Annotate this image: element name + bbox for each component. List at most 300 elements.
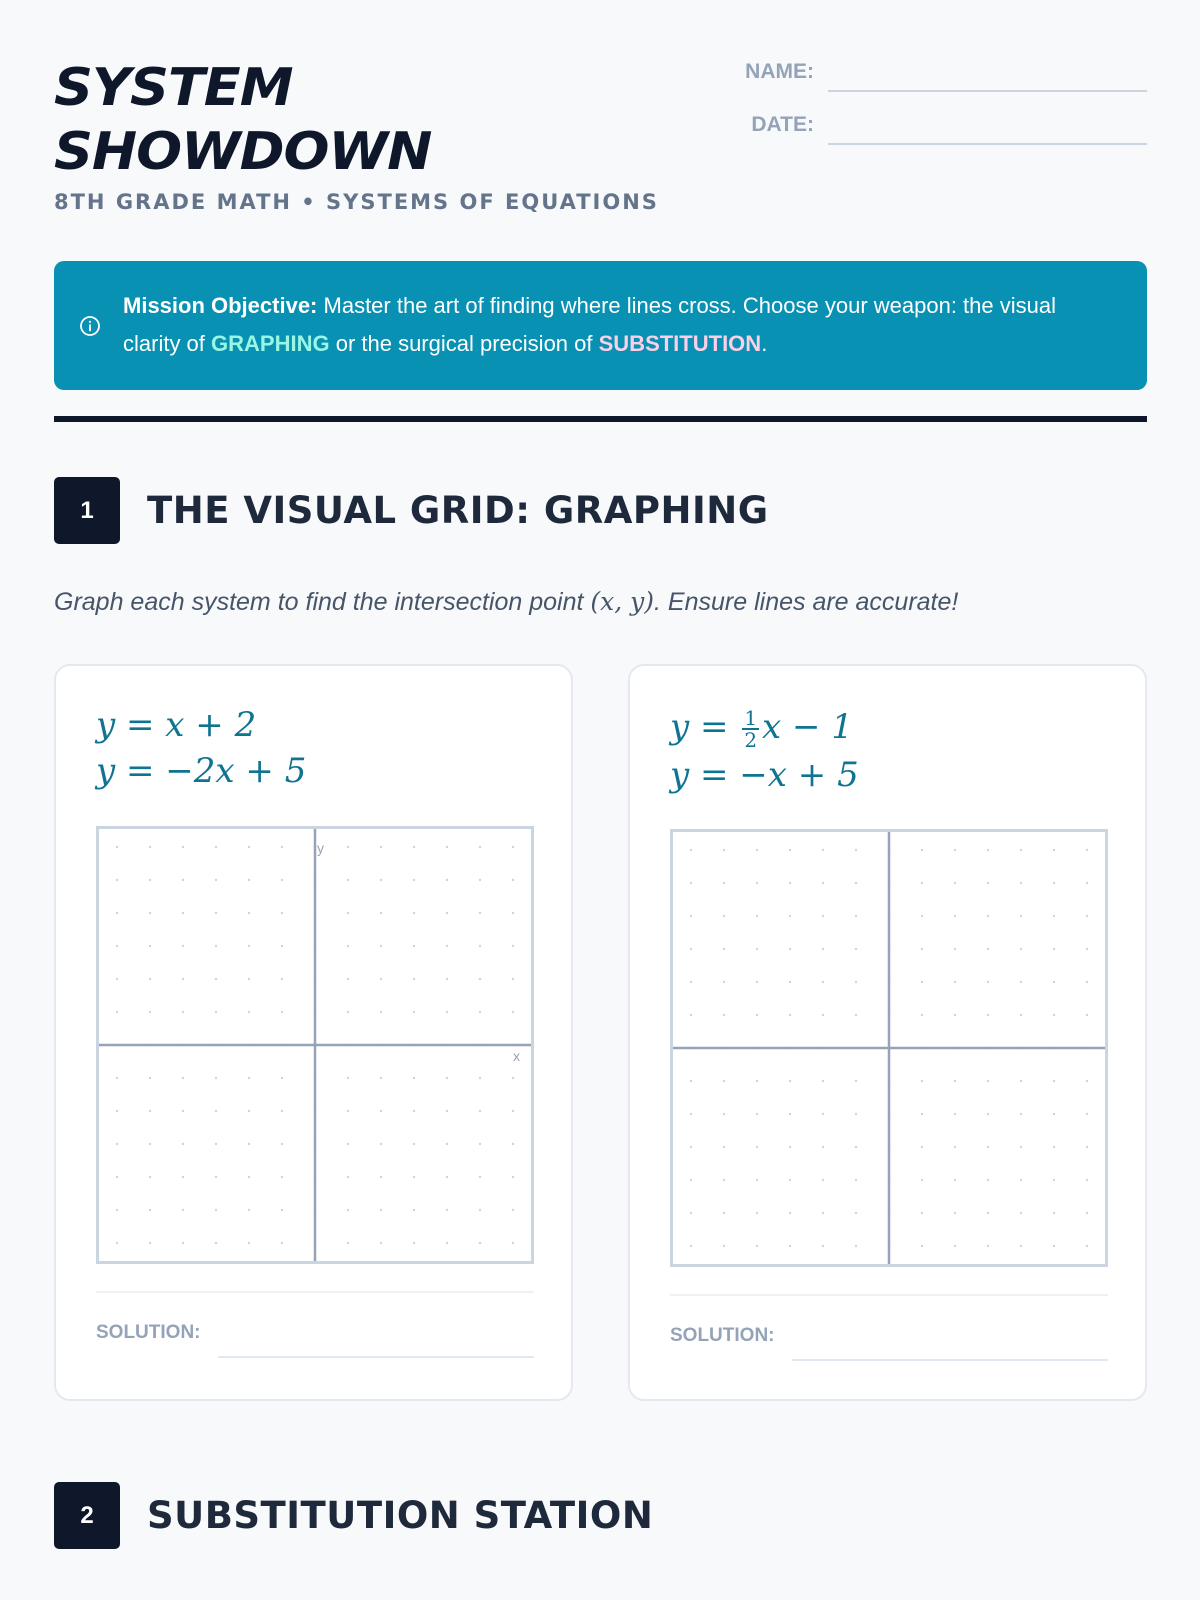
- section-number-badge: 2: [54, 1482, 120, 1549]
- instructions-text-b: . Ensure lines are accurate!: [654, 588, 959, 616]
- grid-dot: [822, 1146, 824, 1148]
- grid-dot: [347, 978, 349, 980]
- grid-dot: [512, 1077, 514, 1079]
- grid-dot: [690, 915, 692, 917]
- grid-dot: [921, 981, 923, 983]
- grid-dot: [954, 981, 956, 983]
- grid-dot: [789, 1212, 791, 1214]
- grid-dot: [954, 1212, 956, 1214]
- grid-dot: [116, 1011, 118, 1013]
- grid-dot: [1020, 1245, 1022, 1247]
- grid-dot: [789, 1113, 791, 1115]
- grid-dot: [248, 945, 250, 947]
- grid-dot: [380, 846, 382, 848]
- grid-dot: [380, 912, 382, 914]
- grid-dot: [954, 882, 956, 884]
- grid-dot: [822, 1179, 824, 1181]
- name-row: [714, 56, 1147, 109]
- grid-dot: [756, 1113, 758, 1115]
- grid-dot: [789, 882, 791, 884]
- student-info: [714, 56, 1147, 162]
- grid-dot: [347, 846, 349, 848]
- grid-dot: [116, 1176, 118, 1178]
- grid-dot: [182, 1242, 184, 1244]
- grid-dot: [149, 945, 151, 947]
- grid-dot: [281, 1077, 283, 1079]
- grid-dot: [855, 1014, 857, 1016]
- grid-dot: [1020, 948, 1022, 950]
- grid-dot: [723, 1146, 725, 1148]
- subtitle: 8TH GRADE MATH • SYSTEMS OF EQUATIONS: [54, 190, 659, 214]
- grid-dot: [347, 1077, 349, 1079]
- grid-dot: [182, 912, 184, 914]
- grid-dot: [380, 1176, 382, 1178]
- grid-dot: [347, 1143, 349, 1145]
- grid-dot: [116, 1242, 118, 1244]
- grid-dot: [987, 948, 989, 950]
- grid-dot: [281, 1110, 283, 1112]
- grid-dot: [215, 846, 217, 848]
- grid-dot: [921, 882, 923, 884]
- grid-dot: [479, 1077, 481, 1079]
- grid-dot: [281, 1209, 283, 1211]
- grid-dot: [954, 948, 956, 950]
- grid-dot: [987, 882, 989, 884]
- grid-dot: [479, 1176, 481, 1178]
- grid-dot: [789, 1014, 791, 1016]
- grid-dot: [182, 1011, 184, 1013]
- grid-dot: [954, 1245, 956, 1247]
- grid-dot: [1020, 1080, 1022, 1082]
- graphing-instructions: [54, 587, 958, 617]
- grid-dot: [954, 1113, 956, 1115]
- solution-field[interactable]: [218, 1356, 534, 1358]
- instructions-text-a: Graph each system to find the intersection point: [54, 588, 591, 616]
- grid-dot: [987, 1014, 989, 1016]
- grid-dot: [756, 1245, 758, 1247]
- grid-dot: [413, 846, 415, 848]
- grid-dot: [446, 879, 448, 881]
- grid-dot: [987, 1113, 989, 1115]
- instructions-math: (x, y): [590, 587, 655, 616]
- grid-dot: [116, 1143, 118, 1145]
- worksheet-page: [54, 0, 1147, 1600]
- grid-dot: [690, 1146, 692, 1148]
- grid-dot: [723, 1014, 725, 1016]
- grid-dot: [954, 849, 956, 851]
- grid-dot: [789, 1146, 791, 1148]
- grid-dot: [987, 1146, 989, 1148]
- grid-dot: [1053, 915, 1055, 917]
- grid-dot: [446, 1242, 448, 1244]
- grid-dot: [855, 1179, 857, 1181]
- grid-dot: [1053, 1014, 1055, 1016]
- equation-2: y = −2x + 5: [96, 751, 307, 791]
- grid-dot: [855, 1146, 857, 1148]
- grid-dot: [822, 948, 824, 950]
- grid-dot: [512, 1110, 514, 1112]
- grid-dot: [479, 879, 481, 881]
- grid-dot: [954, 1014, 956, 1016]
- grid-dot: [756, 915, 758, 917]
- grid-dot: [756, 1080, 758, 1082]
- grid-dot: [954, 1146, 956, 1148]
- grid-dot: [1020, 1113, 1022, 1115]
- grid-dot: [116, 1077, 118, 1079]
- grid-dot: [756, 948, 758, 950]
- grid-dot: [690, 1212, 692, 1214]
- grid-dot: [921, 1179, 923, 1181]
- grid-dot: [413, 1110, 415, 1112]
- grid-dot: [182, 879, 184, 881]
- grid-dot: [1086, 981, 1088, 983]
- grid-dot: [215, 1143, 217, 1145]
- grid-dot: [182, 1110, 184, 1112]
- grid-dot: [1020, 1146, 1022, 1148]
- grid-dot: [479, 1242, 481, 1244]
- grid-dot: [987, 1179, 989, 1181]
- grid-dot: [182, 846, 184, 848]
- grid-dot: [822, 1080, 824, 1082]
- grid-dot: [380, 1242, 382, 1244]
- section-2-header: [54, 1482, 653, 1549]
- equation-2: y = −x + 5: [670, 755, 859, 795]
- grid-dot: [215, 1209, 217, 1211]
- grid-dot: [182, 1209, 184, 1211]
- grid-dot: [1053, 1245, 1055, 1247]
- grid-dot: [1086, 948, 1088, 950]
- grid-dot: [756, 849, 758, 851]
- grid-dot: [921, 1146, 923, 1148]
- grid-dot: [1020, 882, 1022, 884]
- grid-dot: [789, 915, 791, 917]
- grid-dot: [822, 1245, 824, 1247]
- grid-dot: [281, 945, 283, 947]
- grid-dot: [215, 1242, 217, 1244]
- section-title: SUBSTITUTION STATION: [147, 1494, 654, 1537]
- grid-dot: [855, 1080, 857, 1082]
- grid-dot: [413, 1077, 415, 1079]
- grid-dot: [149, 978, 151, 980]
- grid-dot: [248, 846, 250, 848]
- grid-dot: [1086, 1113, 1088, 1115]
- grid-dot: [921, 1113, 923, 1115]
- grid-dot: [1053, 948, 1055, 950]
- grid-dot: [855, 1212, 857, 1214]
- grid-dot: [789, 849, 791, 851]
- solution-separator: [670, 1294, 1108, 1296]
- grid-dot: [987, 981, 989, 983]
- grid-dot: [987, 1245, 989, 1247]
- coordinate-grid[interactable]: [96, 826, 534, 1264]
- grid-dot: [512, 1011, 514, 1013]
- grid-dot: [855, 915, 857, 917]
- grid-dot: [116, 846, 118, 848]
- grid-dot: [855, 948, 857, 950]
- solution-label: SOLUTION:: [96, 1322, 201, 1343]
- grid-dot: [1020, 981, 1022, 983]
- grid-dot: [215, 978, 217, 980]
- grid-dot: [380, 945, 382, 947]
- grid-dot: [215, 1077, 217, 1079]
- graph-problem-card: [628, 664, 1147, 1401]
- grid-dot: [690, 849, 692, 851]
- grid-dot: [855, 1245, 857, 1247]
- grid-dot: [723, 1245, 725, 1247]
- grid-dot: [149, 1242, 151, 1244]
- graph-problem-card: [54, 664, 573, 1401]
- grid-dot: [789, 1080, 791, 1082]
- grid-dot: [756, 882, 758, 884]
- grid-dot: [1086, 1014, 1088, 1016]
- grid-dot: [1053, 1146, 1055, 1148]
- grid-dot: [987, 849, 989, 851]
- objective-text-c: .: [761, 331, 768, 356]
- grid-dot: [756, 1014, 758, 1016]
- grid-dot: [281, 1011, 283, 1013]
- grid-dot: [1053, 981, 1055, 983]
- info-icon: [79, 315, 101, 337]
- grid-dot: [380, 1110, 382, 1112]
- grid-dot: [690, 1014, 692, 1016]
- grid-dot: [921, 849, 923, 851]
- grid-dot: [1086, 915, 1088, 917]
- fraction: [742, 708, 759, 750]
- grid-dot: [380, 879, 382, 881]
- grid-dot: [281, 978, 283, 980]
- grid-dot: [512, 846, 514, 848]
- grid-dot: [413, 1176, 415, 1178]
- grid-dot: [987, 1080, 989, 1082]
- grid-dot: [248, 1110, 250, 1112]
- grid-dot: [413, 879, 415, 881]
- title-line-2: SHOWDOWN: [54, 122, 432, 182]
- date-field[interactable]: [828, 143, 1147, 145]
- grid-dot: [789, 981, 791, 983]
- objective-label: Mission Objective:: [123, 293, 318, 318]
- grid-dot: [1086, 1212, 1088, 1214]
- grid-dot: [855, 849, 857, 851]
- grid-dot: [1086, 882, 1088, 884]
- grid-dot: [512, 1209, 514, 1211]
- grid-dot: [347, 945, 349, 947]
- grid-dot: [281, 846, 283, 848]
- grid-dot: [855, 882, 857, 884]
- grid-dot: [954, 915, 956, 917]
- grid-dot: [921, 948, 923, 950]
- solution-label: SOLUTION:: [670, 1325, 775, 1346]
- grid-dot: [921, 1245, 923, 1247]
- grid-dot: [723, 915, 725, 917]
- grid-dot: [822, 1014, 824, 1016]
- grid-dot: [281, 879, 283, 881]
- grid-dot: [822, 849, 824, 851]
- grid-dot: [215, 912, 217, 914]
- grid-dot: [446, 1209, 448, 1211]
- grid-dot: [512, 879, 514, 881]
- grid-dot: [921, 1212, 923, 1214]
- equation-1: [670, 704, 853, 750]
- grid-dot: [479, 1209, 481, 1211]
- grid-dot: [281, 1143, 283, 1145]
- grid-dot: [690, 981, 692, 983]
- grid-dot: [116, 879, 118, 881]
- grid-dot: [446, 1110, 448, 1112]
- mission-objective-banner: [54, 261, 1147, 390]
- grid-dot: [756, 1146, 758, 1148]
- grid-dot: [723, 882, 725, 884]
- grid-dot: [723, 849, 725, 851]
- grid-dot: [149, 1176, 151, 1178]
- grid-dot: [413, 1209, 415, 1211]
- grid-dot: [512, 978, 514, 980]
- section-number-badge: 1: [54, 477, 120, 544]
- grid-dot: [116, 1110, 118, 1112]
- grid-dot: [248, 1011, 250, 1013]
- grid-dot: [116, 1209, 118, 1211]
- grid-dot: [281, 912, 283, 914]
- grid-dot: [116, 945, 118, 947]
- grid-svg[interactable]: [673, 832, 1105, 1264]
- grid-dot: [347, 1110, 349, 1112]
- grid-dot: [347, 912, 349, 914]
- y-axis-label: y: [317, 840, 324, 856]
- grid-dot: [1053, 1179, 1055, 1181]
- grid-dot: [248, 978, 250, 980]
- grid-dot: [723, 1080, 725, 1082]
- fraction-numerator: 1: [744, 706, 758, 730]
- grid-dot: [215, 1110, 217, 1112]
- grid-dot: [182, 945, 184, 947]
- grid-dot: [512, 1143, 514, 1145]
- grid-dot: [215, 879, 217, 881]
- grid-dot: [446, 1077, 448, 1079]
- grid-dot: [921, 1014, 923, 1016]
- grid-dot: [690, 1080, 692, 1082]
- title-line-1: SYSTEM: [54, 58, 293, 118]
- grid-dot: [479, 1143, 481, 1145]
- section-title: THE VISUAL GRID: GRAPHING: [147, 489, 769, 532]
- grid-dot: [723, 1113, 725, 1115]
- grid-dot: [512, 945, 514, 947]
- grid-dot: [149, 1209, 151, 1211]
- grid-dot: [149, 1143, 151, 1145]
- solution-field[interactable]: [792, 1359, 1108, 1361]
- grid-dot: [248, 1143, 250, 1145]
- grid-dot: [215, 1011, 217, 1013]
- grid-dot: [756, 1179, 758, 1181]
- grid-dot: [1053, 849, 1055, 851]
- name-label: NAME:: [745, 60, 814, 83]
- grid-dot: [987, 915, 989, 917]
- grid-dot: [149, 846, 151, 848]
- grid-dot: [446, 945, 448, 947]
- grid-dot: [215, 1176, 217, 1178]
- grid-dot: [446, 978, 448, 980]
- grid-dot: [248, 1209, 250, 1211]
- grid-dot: [413, 1011, 415, 1013]
- fraction-denominator: 2: [744, 728, 758, 752]
- grid-dot: [347, 879, 349, 881]
- equation-1: y = x + 2: [96, 705, 257, 745]
- grid-dot: [690, 882, 692, 884]
- graphing-highlight: GRAPHING: [211, 331, 330, 356]
- grid-dot: [380, 1077, 382, 1079]
- grid-dot: [723, 981, 725, 983]
- grid-dot: [987, 1212, 989, 1214]
- grid-dot: [1086, 1080, 1088, 1082]
- grid-dot: [789, 1179, 791, 1181]
- objective-text-a: Master the art of finding where lines cross. Choose your weapon: the visual clarity of: [123, 293, 1056, 356]
- grid-dot: [116, 978, 118, 980]
- grid-dot: [822, 915, 824, 917]
- grid-dot: [380, 978, 382, 980]
- grid-dot: [690, 1245, 692, 1247]
- grid-dot: [690, 1113, 692, 1115]
- grid-dot: [855, 1113, 857, 1115]
- grid-dot: [413, 1242, 415, 1244]
- solution-separator: [96, 1291, 534, 1293]
- grid-dot: [149, 1110, 151, 1112]
- grid-dot: [789, 1245, 791, 1247]
- grid-dot: [1053, 1080, 1055, 1082]
- grid-svg[interactable]: [99, 829, 531, 1261]
- grid-dot: [479, 1110, 481, 1112]
- grid-dot: [1053, 1113, 1055, 1115]
- grid-dot: [347, 1011, 349, 1013]
- grid-dot: [1053, 1212, 1055, 1214]
- grid-dot: [182, 1143, 184, 1145]
- name-field[interactable]: [828, 90, 1147, 92]
- grid-dot: [215, 945, 217, 947]
- grid-dot: [446, 1143, 448, 1145]
- grid-dot: [413, 1143, 415, 1145]
- grid-dot: [248, 1242, 250, 1244]
- grid-dot: [446, 846, 448, 848]
- grid-dot: [446, 1176, 448, 1178]
- grid-dot: [149, 1011, 151, 1013]
- grid-dot: [822, 1113, 824, 1115]
- grid-dot: [479, 846, 481, 848]
- grid-dot: [723, 948, 725, 950]
- grid-dot: [822, 981, 824, 983]
- grid-dot: [512, 1242, 514, 1244]
- grid-dot: [921, 1080, 923, 1082]
- grid-dot: [479, 1011, 481, 1013]
- grid-dot: [479, 912, 481, 914]
- substitution-highlight: SUBSTITUTION: [598, 331, 762, 356]
- grid-dot: [855, 981, 857, 983]
- grid-dot: [1020, 915, 1022, 917]
- grid-dot: [380, 1011, 382, 1013]
- eq1-suffix: x − 1: [762, 707, 853, 747]
- grid-dot: [413, 978, 415, 980]
- grid-dot: [281, 1176, 283, 1178]
- grid-dot: [413, 945, 415, 947]
- coordinate-grid[interactable]: [670, 829, 1108, 1267]
- grid-dot: [921, 915, 923, 917]
- grid-dot: [756, 1212, 758, 1214]
- title-block: [54, 56, 659, 214]
- grid-dot: [822, 1212, 824, 1214]
- grid-dot: [512, 1176, 514, 1178]
- grid-dot: [512, 912, 514, 914]
- worksheet-title: [54, 56, 553, 184]
- grid-dot: [479, 978, 481, 980]
- grid-dot: [248, 912, 250, 914]
- grid-dot: [954, 1179, 956, 1181]
- grid-dot: [182, 1077, 184, 1079]
